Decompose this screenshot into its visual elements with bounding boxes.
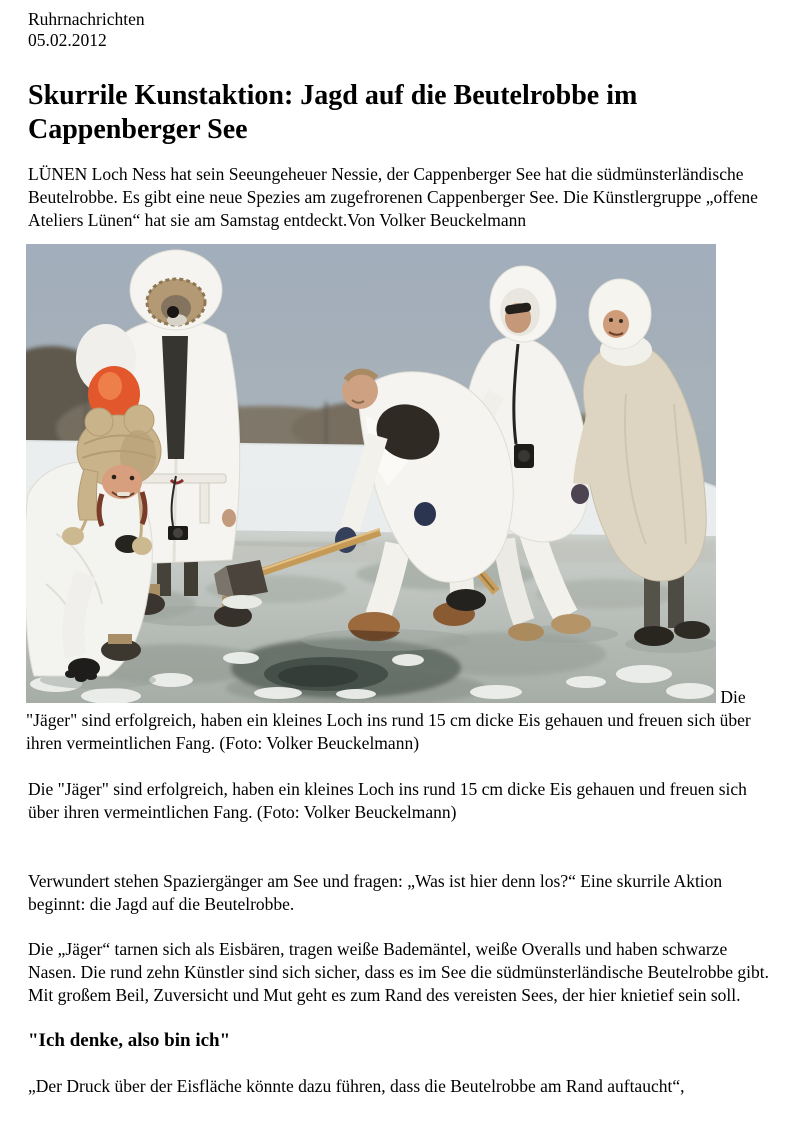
masthead (28, 9, 778, 51)
photo-caption-repeat: Die "Jäger" sind erfolgreich, haben ein kleines Loch ins rund 15 cm dicke Eis gehauen und freuen sich über ihren vermeintlichen Fang. (Foto: Volker Beuckelmann) (28, 779, 747, 822)
article-lead: LÜNEN Loch Ness hat sein Seeungeheuer Nessie, der Cappenberger See hat die südmünsterländische Beutelrobbe. Es gibt eine neue Spezies am zugefrorenen Cappenberger See. Die Künstlergruppe „offene Ateliers Lünen“ hat sie am Samstag entdeckt.Von Volker Beuckelmann (28, 164, 758, 230)
article-photo (26, 244, 716, 703)
article-subheading: "Ich denke, also bin ich" (28, 1030, 231, 1051)
closing-paragraph: „Der Druck über der Eisfläche könnte dazu führen, dass die Beutelrobbe am Rand auftaucht“, (28, 1076, 685, 1096)
photo-caption: Die "Jäger" sind erfolgreich, haben ein kleines Loch ins rund 15 cm dicke Eis gehauen und freuen sich über ihren vermeintlichen Fang. (Foto: Volker Beuckelmann) (26, 687, 751, 753)
ice-hunt-photo (26, 244, 716, 703)
body-paragraph: Verwundert stehen Spaziergänger am See und fragen: „Was ist hier denn los?“ Eine skurrile Aktion beginnt: die Jagd auf die Beutelrobbe. (28, 871, 723, 914)
article-headline: Skurrile Kunstaktion: Jagd auf die Beutelrobbe im Cappenberger See (28, 80, 638, 145)
publication-name: Ruhrnachrichten (28, 9, 145, 29)
body-paragraph: Die „Jäger“ tarnen sich als Eisbären, tragen weiße Bademäntel, weiße Overalls und haben schwarze Nasen. Die rund zehn Künstler sind sich sicher, dass es im See die südmünsterländische Beutelrobbe gibt. Mit großem Beil, Zuversicht und Mut geht es zum Rand des vereisten Sees, der hier knietief sein soll. (28, 939, 769, 1005)
publication-date: 05.02.2012 (28, 30, 107, 50)
article-figure (26, 244, 778, 755)
